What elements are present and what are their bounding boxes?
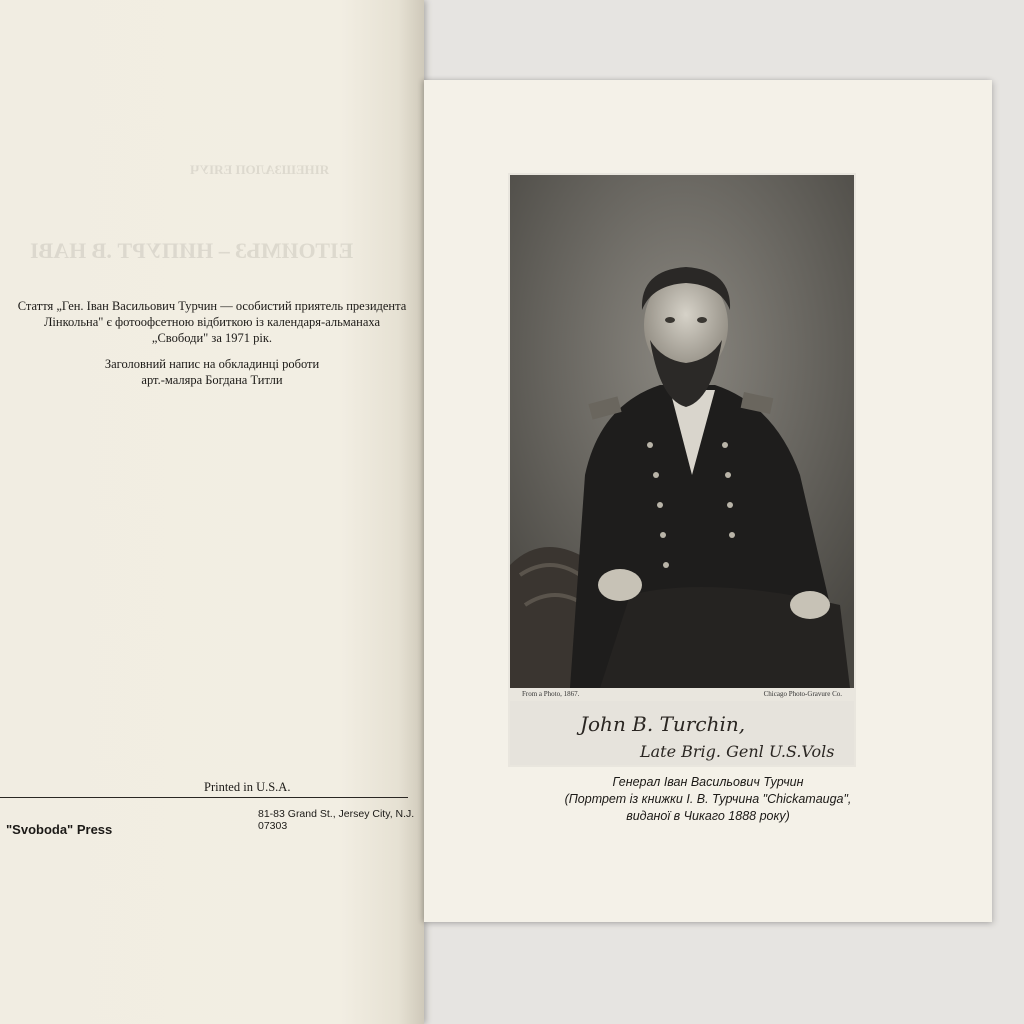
press-address: 81-83 Grand St., Jersey City, N.J. 07303 <box>258 808 415 832</box>
svg-text:John B. Turchin,: John B. Turchin, <box>580 712 746 736</box>
photo-credit-left: From a Photo, 1867. <box>522 690 580 698</box>
divider <box>0 797 408 798</box>
right-page <box>424 80 992 922</box>
bleed-through-title: ЕІТОИМЬЗ – НИПУРТ .В НАВІ <box>30 238 354 263</box>
portrait-plate <box>508 173 856 767</box>
svg-text:Late Brig. Genl U.S.Vols: Late Brig. Genl U.S.Vols <box>640 742 835 761</box>
signature-area <box>510 701 854 765</box>
left-page <box>0 0 424 1024</box>
printed-in-usa: Printed in U.S.A. <box>204 780 291 794</box>
caption-line-2: (Портрет із книжки І. В. Турчина "Chickamauga", <box>564 792 852 806</box>
credit-line-1: Стаття „Ген. Іван Васильович Турчин — особистий приятель президента <box>17 299 407 313</box>
cover-credit-line-1: Заголовний напис на обкладинці роботи <box>104 357 320 371</box>
credit-line-3: „Свободи" за 1971 рік. <box>151 331 273 345</box>
caption-title: Генерал Іван Васильович Турчин <box>612 775 804 789</box>
credit-line-2: Лінкольна" є фотоофсетною відбиткою із календаря-альманаха <box>43 315 381 329</box>
caption-line-3: виданої в Чикаго 1888 року) <box>626 809 790 823</box>
portrait-photo <box>510 175 854 688</box>
bleed-through-text: ЯІНЕШЗАЛОП ЕЯІУЧ <box>190 162 330 177</box>
cover-credit-line-2: арт.-маляра Богдана Титли <box>141 373 283 387</box>
signature-image <box>510 701 854 765</box>
photo-credit-right: Chicago Photo-Gravure Co. <box>763 690 842 698</box>
press-name: "Svoboda" Press <box>6 822 113 837</box>
